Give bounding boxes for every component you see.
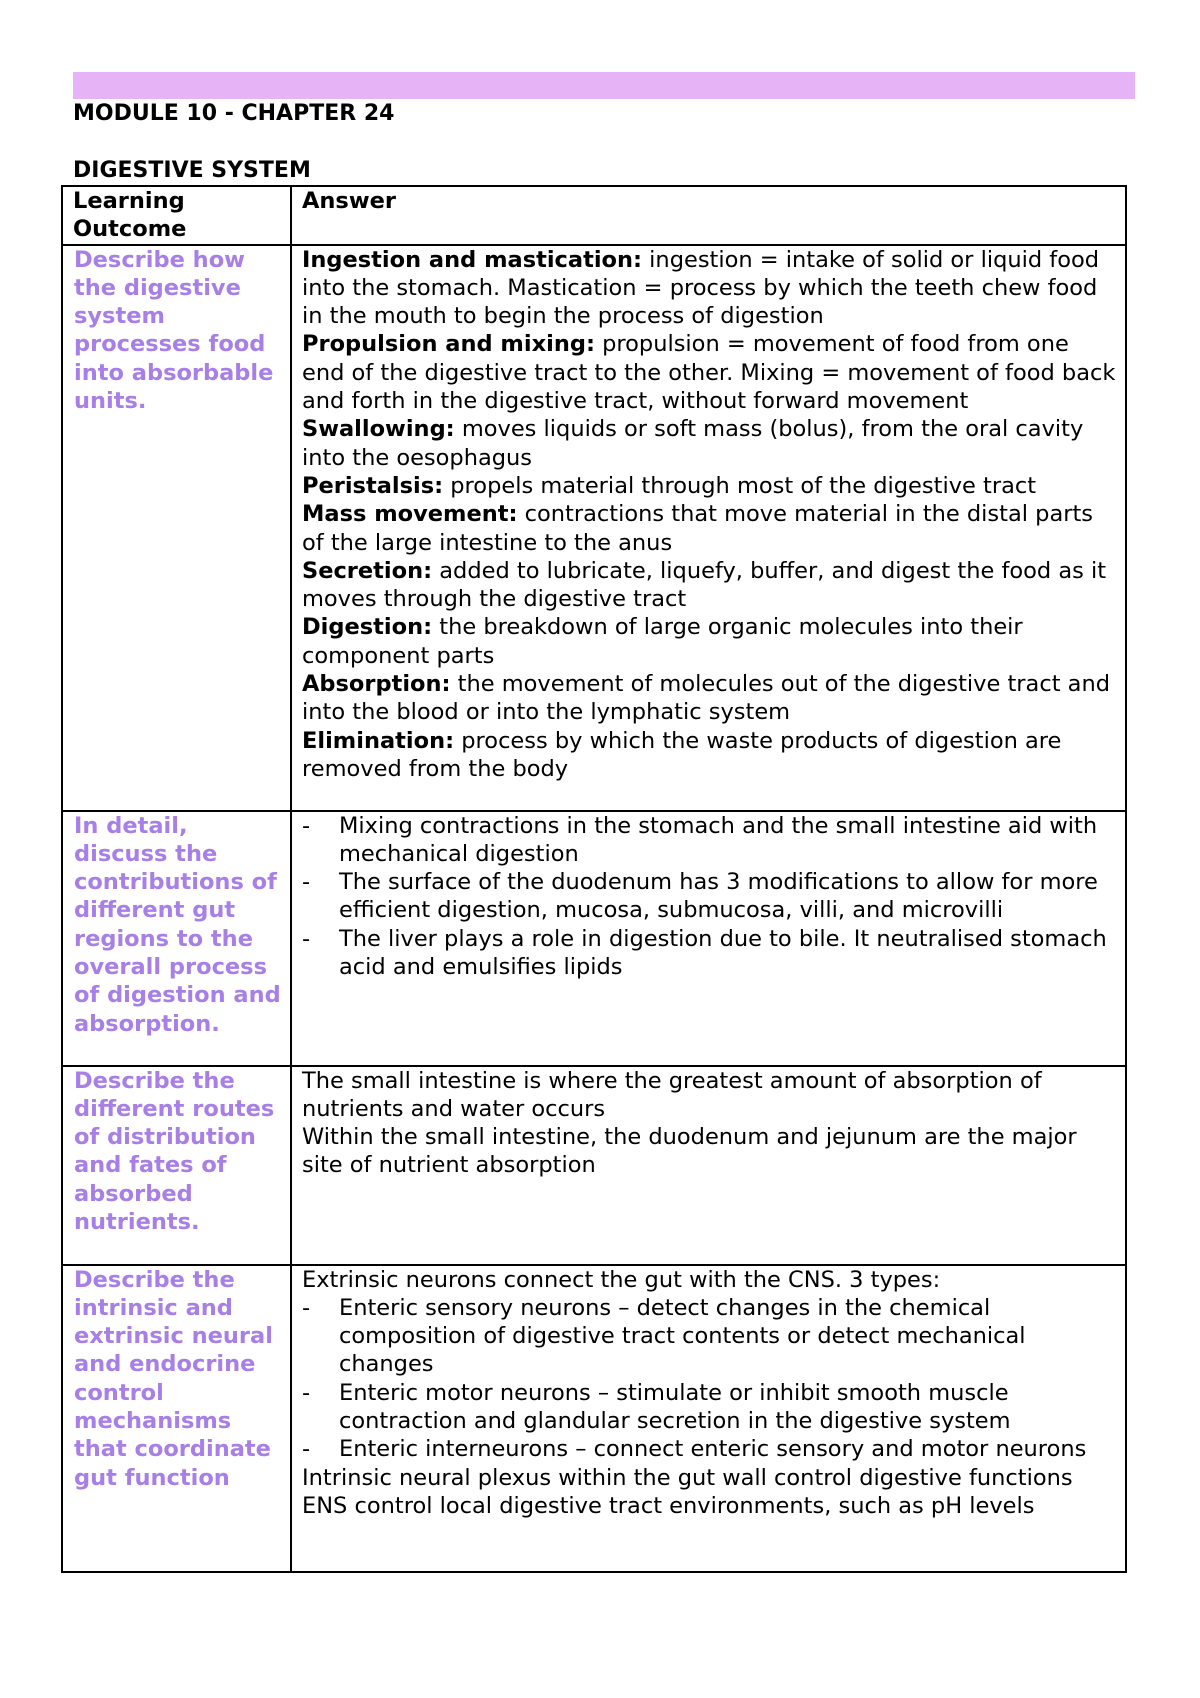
answer-line: Within the small intestine, the duodenum and jejunum are the major site of nutrient absorption [302,1124,1077,1179]
answer-cell [291,1066,1126,1265]
section-title: DIGESTIVE SYSTEM [73,158,311,183]
list-item: - Enteric sensory neurons – detect changes in the chemical composition of digestive tract contents or detect mechanical changes [302,1294,1117,1379]
outcome-cell: In detail, discuss the contributions of different gut regions to the overall process of digestion and absorption. [62,811,291,1066]
answer-entry [302,472,1117,500]
answer-entry [302,246,1117,331]
term-label: Absorption: [302,671,451,698]
table-row [62,245,1126,811]
module-title: MODULE 10 - CHAPTER 24 [73,101,395,126]
answer-entry [302,415,1117,472]
term-text: added to lubricate, liquefy, buffer, and digest the food as it moves through the digestive tract [302,557,1107,613]
term-label: Secretion: [302,557,433,584]
table-header-row [62,186,1126,245]
list-item: - The liver plays a role in digestion due to bile. It neutralised stomach acid and emulsifies lipids [302,925,1117,982]
answer-entry [302,613,1117,670]
term-text: process by which the waste products of digestion are removed from the body [302,727,1062,782]
answer-entry [302,330,1117,415]
term-label: Digestion: [302,614,433,641]
list-item: - Enteric interneurons – connect enteric sensory and motor neurons [302,1435,1117,1463]
bullet-list [302,1294,1117,1464]
term-label: Swallowing: [302,416,455,443]
outcome-cell: Describe the intrinsic and extrinsic neural and endocrine control mechanisms that coordinate gut function [62,1265,291,1572]
term-label: Elimination: [302,727,455,754]
table-row [62,1066,1126,1265]
column-header-outcome: Learning Outcome [62,186,291,245]
answer-cell [291,1265,1126,1572]
answer-entry [302,727,1117,784]
term-label: Propulsion and mixing: [302,331,595,358]
bullet-list [302,812,1117,982]
answer-entry [302,500,1117,557]
term-text: propulsion = movement of food from one end of the digestive tract to the other. Mixing = movement of food back and forth in the digestive tract, without forward movement [302,331,1116,415]
term-label: Peristalsis: [302,472,444,499]
answer-entry [302,557,1117,614]
answer-entry [302,670,1117,727]
term-text: the movement of molecules out of the digestive tract and into the blood or into the lymphatic system [302,671,1111,726]
list-item: - The surface of the duodenum has 3 modifications to allow for more efficient digestion, mucosa, submucosa, villi, and microvilli [302,868,1117,925]
answer-line: Intrinsic neural plexus within the gut wall control digestive functions [302,1464,1073,1491]
term-text: propels material through most of the digestive tract [443,472,1037,499]
list-item: - Enteric motor neurons – stimulate or inhibit smooth muscle contraction and glandular secretion in the digestive system [302,1379,1117,1436]
term-label: Mass movement: [302,501,518,528]
list-item: - Mixing contractions in the stomach and the small intestine aid with mechanical digestion [302,812,1117,869]
header-highlight-bar [73,72,1135,99]
learning-outcomes-table [61,185,1127,1573]
term-text: ingestion = intake of solid or liquid food into the stomach. Mastication = process by which the teeth chew food in the mouth to begin the process of digestion [302,246,1100,330]
term-text: the breakdown of large organic molecules into their component parts [302,614,1023,669]
term-label: Ingestion and mastication: [302,246,643,273]
table-row [62,811,1126,1066]
answer-cell [291,245,1126,811]
outcome-cell: Describe how the digestive system processes food into absorbable units. [62,245,291,811]
answer-intro: Extrinsic neurons connect the gut with the CNS. 3 types: [302,1266,941,1293]
outcome-cell: Describe the different routes of distribution and fates of absorbed nutrients. [62,1066,291,1265]
answer-line: The small intestine is where the greatest amount of absorption of nutrients and water occurs [302,1067,1042,1122]
column-header-answer: Answer [291,186,1126,245]
term-text: moves liquids or soft mass (bolus), from the oral cavity into the oesophagus [302,416,1084,471]
answer-line: ENS control local digestive tract environments, such as pH levels [302,1492,1035,1519]
term-text: contractions that move material in the distal parts of the large intestine to the anus [302,501,1094,556]
answer-cell [291,811,1126,1066]
table-row [62,1265,1126,1572]
